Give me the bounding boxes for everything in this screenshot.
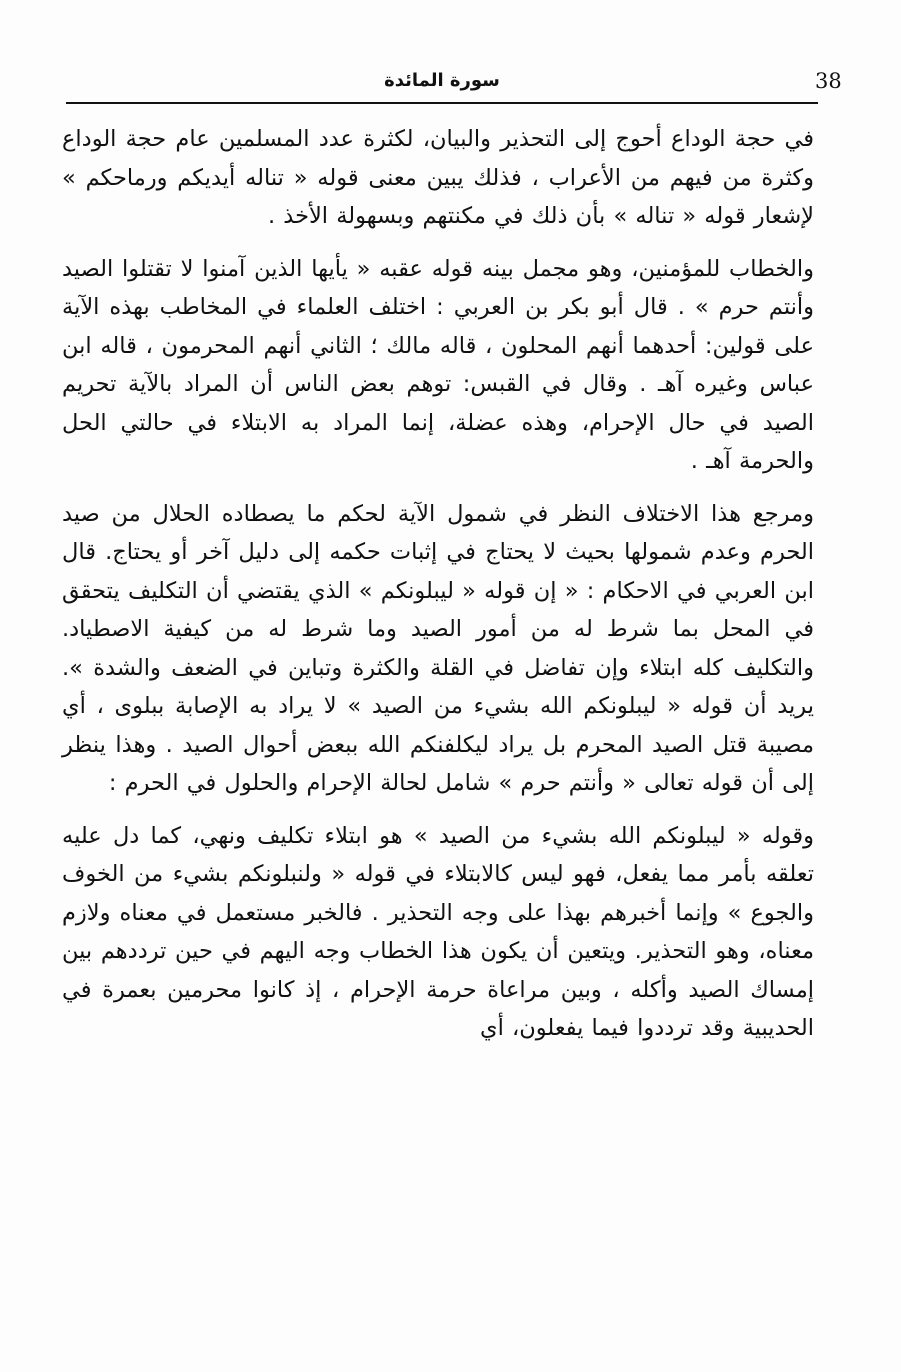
paragraph: ومرجع هذا الاختلاف النظر في شمول الآية لحكم ما يصطاده الحلال من صيد الحرم وعدم شمولها بحيث لا يحتاج في إثبات حكمه إلى دليل آخر أو يحتاج. قال ابن العربي في الاحكام : « إن قوله « ليبلونكم » الذي يقتضي أن التكليف يتحقق في المحل بما شرط له من أمور الصيد وما شرط له من كيفية الاصطياد. والتكليف كله ابتلاء وإن تفاضل في القلة والكثرة وتباين في الضعف والشدة ». يريد أن قوله « ليبلونكم الله بشيء من الصيد » لا يراد به الإصابة ببلوى ، أي مصيبة قتل الصيد المحرم بل يراد ليكلفنكم الله ببعض أحوال الصيد . وهذا ينظر إلى أن قوله تعالى « وأنتم حرم » شامل لحالة الإحرام والحلول في الحرم : bbox=[62, 500, 814, 796]
paragraph: والخطاب للمؤمنين، وهو مجمل بينه قوله عقبه « يأيها الذين آمنوا لا تقتلوا الصيد وأنتم حرم » . قال أبو بكر بن العربي : اختلف العلماء في المخاطب بهذه الآية على قولين: أحدهما أنهم المحلون ، قاله مالك ؛ الثاني أنهم المحرمون ، قاله ابن عباس وغيره آهـ . وقال في القبس: توهم بعض الناس أن المراد بالآية تحريم الصيد في حال الإحرام، وهذه عضلة، إنما المراد به الابتلاء في حالتي الحل والحرمة آهـ . bbox=[62, 255, 814, 474]
page-header bbox=[66, 66, 842, 102]
page-number: 38 bbox=[815, 69, 842, 93]
body-text bbox=[62, 120, 814, 1048]
running-title: سورة المائدة bbox=[384, 70, 500, 91]
paragraph: في حجة الوداع أحوج إلى التحذير والبيان، لكثرة عدد المسلمين عام حجة الوداع وكثرة من فيهم من الأعراب ، فذلك يبين معنى قوله « تناله أيديكم ورماحكم » لإشعار قوله « تناله » بأن ذلك في مكنتهم وبسهولة الأخذ . bbox=[62, 126, 814, 229]
paragraph: وقوله « ليبلونكم الله بشيء من الصيد » هو ابتلاء تكليف ونهي، كما دل عليه تعلقه بأمر مما يفعل، فهو ليس كالابتلاء في قوله « ولنبلونكم بشيء من الخوف والجوع » وإنما أخبرهم بهذا على وجه التحذير . فالخبر مستعمل في معناه ولازم معناه، وهو التحذير. ويتعين أن يكون هذا الخطاب وجه اليهم في حين ترددهم بين إمساك الصيد وأكله ، وبين مراعاة حرمة الإحرام ، إذ كانوا محرمين بعمرة في الحديبية وقد ترددوا فيما يفعلون، أي bbox=[62, 822, 814, 1041]
header-divider bbox=[66, 102, 818, 104]
